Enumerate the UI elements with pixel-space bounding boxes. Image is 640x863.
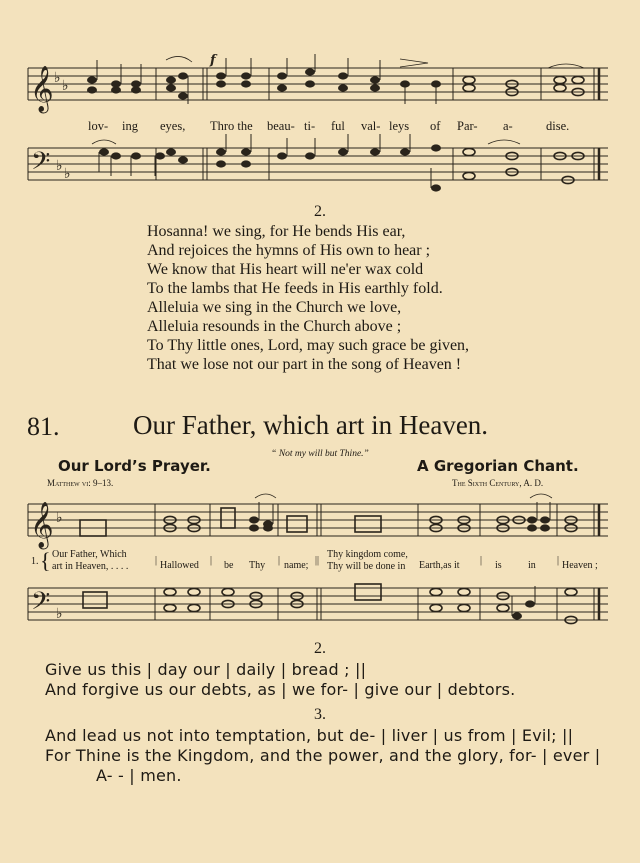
composer-credit: The Sixth Century, A. D. (452, 478, 544, 488)
chant-lyric: is (495, 560, 502, 571)
lyric-syllable: dise. (546, 119, 570, 133)
lyric-syllable: ing (122, 119, 138, 133)
svg-text:♭: ♭ (56, 158, 63, 174)
lyric-syllable: ti- (304, 119, 316, 133)
lyric-syllable: Par- (457, 119, 478, 133)
chant-lyric: Thy will be done in (327, 561, 406, 572)
lyric-syllable: lov- (88, 119, 109, 133)
verse-number: 3. (314, 706, 326, 723)
verse-line: Alleluia we sing in the Church we love, (147, 299, 402, 316)
svg-text:♭: ♭ (56, 510, 63, 526)
subtitle-left: Our Lord’s Prayer. (58, 457, 211, 475)
svg-text:♭: ♭ (56, 606, 63, 622)
chant-lyric: be (224, 560, 234, 571)
treble-clef-icon: 𝄞 (30, 66, 54, 112)
verse-line: We know that His heart will ne'er wax cold (147, 261, 424, 278)
svg-text:♭: ♭ (64, 166, 71, 182)
treble-clef-icon: 𝄞 (30, 502, 54, 548)
chant-lyric: Earth,as it (419, 560, 460, 571)
chant-bass-staff (0, 580, 640, 630)
dynamic-mark: f (210, 53, 216, 68)
verse-line: And rejoices the hymns of His own to hear ; (147, 242, 431, 259)
lyric-syllable: a- (503, 119, 513, 133)
bar-separator: | (278, 555, 281, 566)
lyric-syllable: leys (389, 119, 410, 133)
chant-lyric: in (528, 560, 536, 571)
svg-text:♭: ♭ (62, 78, 69, 94)
chant-verse-line: A- - | men. (96, 766, 182, 785)
chant-lyric: Thy (249, 560, 266, 571)
brace: { (40, 548, 51, 573)
chant-lyric: Heaven ; (562, 560, 598, 571)
subtitle-right: A Gregorian Chant. (417, 457, 579, 475)
verse-line: Hosanna! we sing, for He bends His ear, (147, 223, 406, 240)
verse-label: 1. (31, 556, 39, 567)
scripture-reference: Matthew vi: 9–13. (47, 478, 114, 488)
lyric-syllable: val- (361, 119, 381, 133)
verse-number: 2. (314, 203, 326, 220)
verse-number: 2. (314, 640, 326, 657)
chant-verse-line: And forgive us our debts, as | we for- | give our | debtors. (45, 680, 516, 699)
chant-lyric: Hallowed (160, 560, 199, 571)
chant-verse-line: Give us this | day our | daily | bread ; || (45, 660, 367, 679)
chant-lyric: Thy kingdom come, (327, 549, 408, 560)
lyric-syllable: Thro the (210, 119, 253, 133)
lyric-syllable: ful (331, 119, 345, 133)
bar-separator: | (210, 555, 213, 566)
hymn-number: 81. (27, 412, 60, 441)
chant-lyric: Our Father, Which (52, 549, 127, 560)
top-treble-staff (0, 53, 640, 112)
top-bass-staff (0, 140, 640, 196)
lyric-syllable: eyes, (160, 119, 186, 133)
bass-clef-icon: 𝄢 (31, 147, 51, 182)
bar-separator: || (315, 555, 320, 566)
hymn-title: Our Father, which art in Heaven. (133, 410, 489, 440)
lyric-syllable: beau- (267, 119, 295, 133)
chant-verse-line: For Thine is the Kingdom, and the power, and the glory, for- | ever | (45, 746, 601, 765)
epigraph: “ Not my will but Thine.” (271, 449, 369, 459)
bar-separator: | (557, 555, 560, 566)
bar-separator: | (155, 555, 158, 566)
verse-line: To the lambs that He feeds in His earthly fold. (147, 280, 443, 297)
lyric-syllable: of (430, 119, 441, 133)
verse-line: To Thy little ones, Lord, may such grace be given, (147, 337, 470, 354)
svg-text:♭: ♭ (54, 70, 61, 86)
bar-separator: | (480, 555, 483, 566)
chant-lyric: art in Heaven, . . . . (52, 561, 129, 572)
chant-treble-staff (0, 496, 640, 546)
verse-line: Alleluia resounds in the Church above ; (147, 318, 402, 335)
bass-clef-icon: 𝄢 (31, 587, 51, 622)
chant-verse-line: And lead us not into temptation, but de- | liver | us from | Evil; || (45, 726, 574, 745)
chant-lyric: name; (284, 560, 309, 571)
verse-line: That we lose not our part in the song of Heaven ! (147, 356, 462, 373)
